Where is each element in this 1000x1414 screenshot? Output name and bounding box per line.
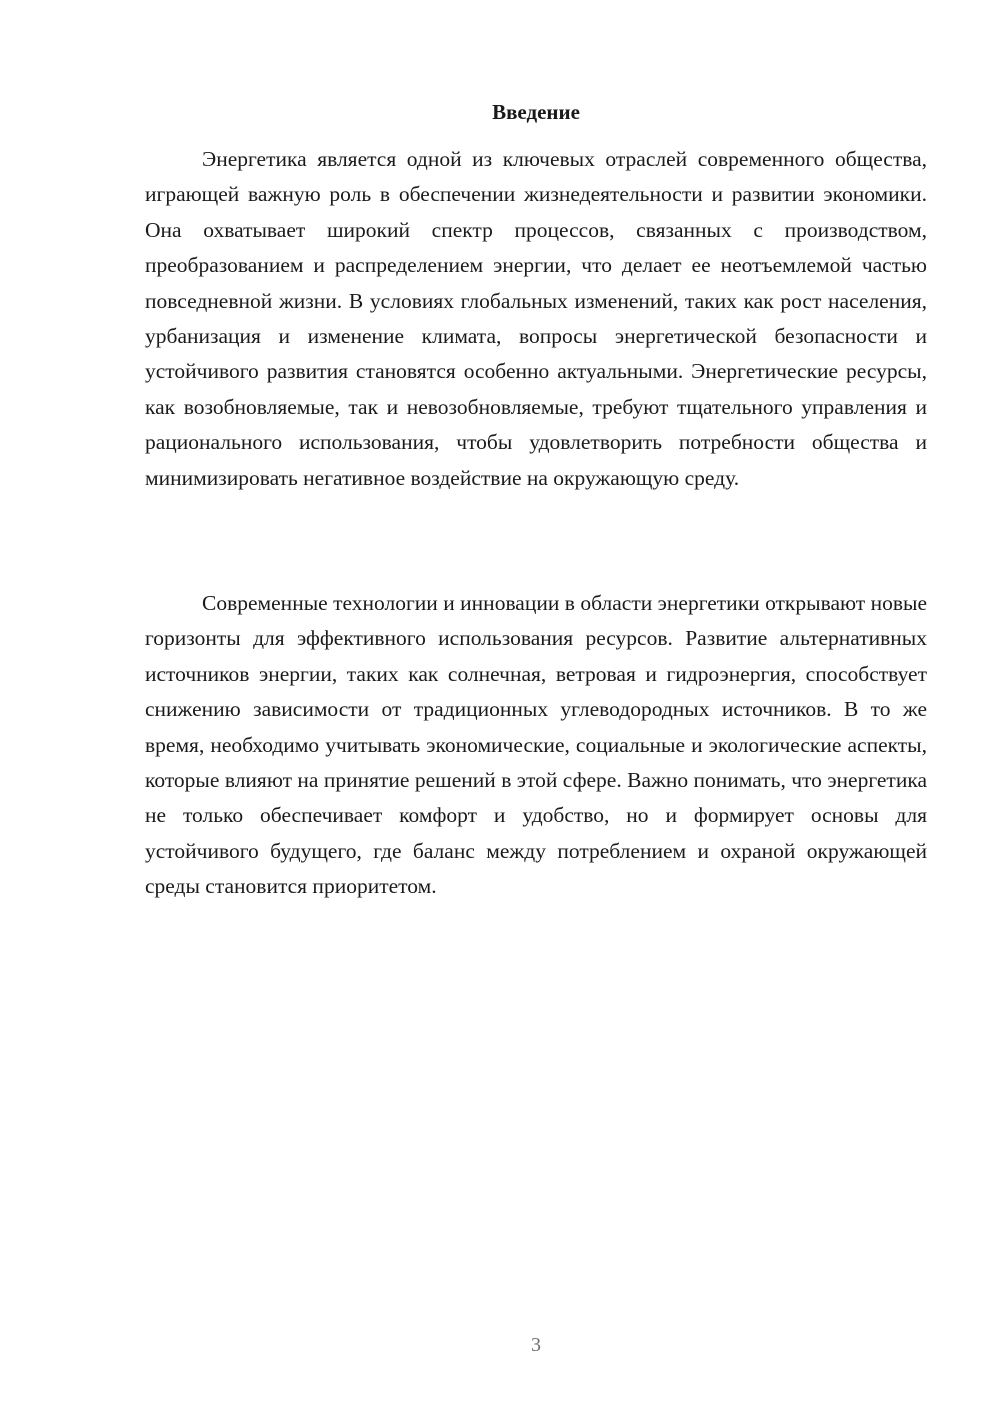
paragraph-1: Энергетика является одной из ключевых отраслей современного общества, играющей важную роль в обеспечении жизнедеятельности и развитии экономики. Она охватывает широкий спектр процессов, связанных с производством, преобразованием и распределением энергии, что делает ее неотъемлемой частью повседневной жизни. В условиях глобальных изменений, таких как рост населения, урбанизация и изменение климата, вопросы энергетической безопасности и устойчивого развития становятся особенно актуальными. Энергетические ресурсы, как возобновляемые, так и невозобновляемые, требуют тщательного управления и рационального использования, чтобы удовлетворить потребности общества и минимизировать негативное воздействие на окружающую среду. <box>145 147 927 490</box>
page-number: 3 <box>531 1334 541 1356</box>
paragraph-2: Современные технологии и инновации в области энергетики открывают новые горизонты для эффективного использования ресурсов. Развитие альтернативных источников энергии, таких как солнечная, ветровая и гидроэнергия, способствует снижению зависимости от традиционных углеводородных источников. В то же время, необходимо учитывать экономические, социальные и экологические аспекты, которые влияют на принятие решений в этой сфере. Важно понимать, что энергетика не только обеспечивает комфорт и удобство, но и формирует основы для устойчивого будущего, где баланс между потреблением и охраной окружающей среды становится приоритетом. <box>145 591 927 899</box>
section-title: Введение <box>492 100 580 124</box>
